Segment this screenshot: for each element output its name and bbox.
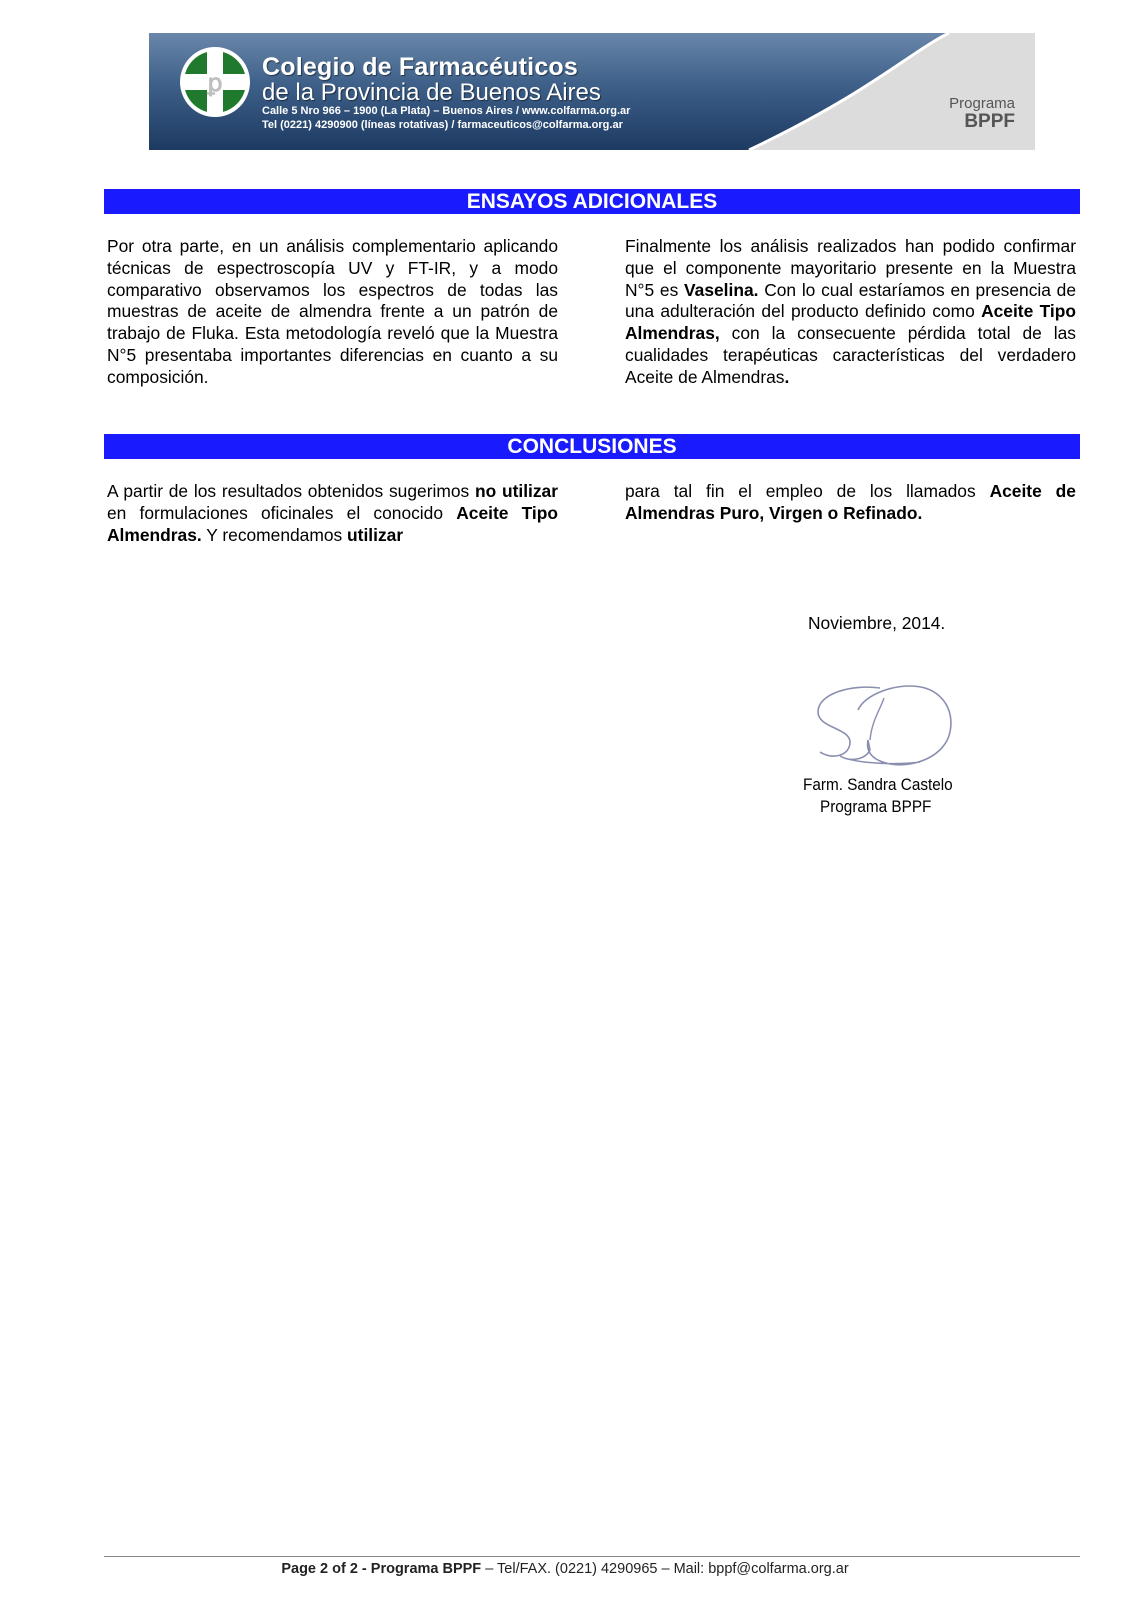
additional-left-paragraph: Por otra parte, en un análisis complementario aplicando técnicas de espectroscopía UV y FT-IR, y a modo comparativo observamos los espectros de todas las muestras de aceite de almendra frente a un patrón de trabajo de Fluka. Esta metodología reveló que la Muestra N°5 presentaba importantes diferencias en cuanto a su composición.	[107, 236, 558, 387]
footer-contact: – Tel/FAX. (0221) 4290965 – Mail: bppf@colfarma.org.ar	[481, 1561, 849, 1577]
org-address: Calle 5 Nro 966 – 1900 (La Plata) – Buenos Aires / www.colfarma.org.ar	[262, 105, 631, 117]
section-title-conclusions: CONCLUSIONES	[104, 434, 1080, 459]
handwritten-signature	[810, 680, 960, 776]
logo-cross-icon	[179, 46, 251, 118]
org-contact: Tel (0221) 4290900 (líneas rotativas) / farmaceuticos@colfarma.org.ar	[262, 119, 623, 131]
svg-text:ꝑ: ꝑ	[207, 68, 223, 97]
additional-right-paragraph: Finalmente los análisis realizados han podido confirmar que el componente mayoritario presente en la Muestra N°5 es Vaselina. Con lo cual estaríamos en presencia de una adulteración del producto definido como Aceite Tipo Almendras, con la consecuente pérdida total de las cualidades terapéuticas características del verdadero Aceite de Almendras.	[625, 236, 1077, 387]
program-label: Programa	[949, 95, 1015, 112]
section-title-additional: ENSAYOS ADICIONALES	[104, 189, 1080, 214]
footer-page: Page 2 of 2 - Programa BPPF	[281, 1561, 482, 1577]
org-name: Colegio de Farmacéuticos	[262, 53, 578, 81]
signature-date: Noviembre, 2014.	[808, 613, 946, 633]
program-name: BPPF	[964, 111, 1015, 132]
signer-program: Programa BPPF	[820, 797, 932, 816]
conclusions-right-paragraph: para tal fin el empleo de los llamados Aceite de Almendras Puro, Virgen o Refinado.	[625, 481, 1076, 523]
org-region: de la Provincia de Buenos Aires	[262, 79, 601, 106]
conclusions-left-paragraph: A partir de los resultados obtenidos sugerimos no utilizar en formulaciones oficinales el conocido Aceite Tipo Almendras. Y recomendamos utilizar	[107, 481, 558, 545]
footer-divider	[104, 1556, 1080, 1557]
page-footer	[0, 1561, 1130, 1577]
header-banner	[149, 33, 1035, 150]
signer-name: Farm. Sandra Castelo	[803, 775, 953, 794]
